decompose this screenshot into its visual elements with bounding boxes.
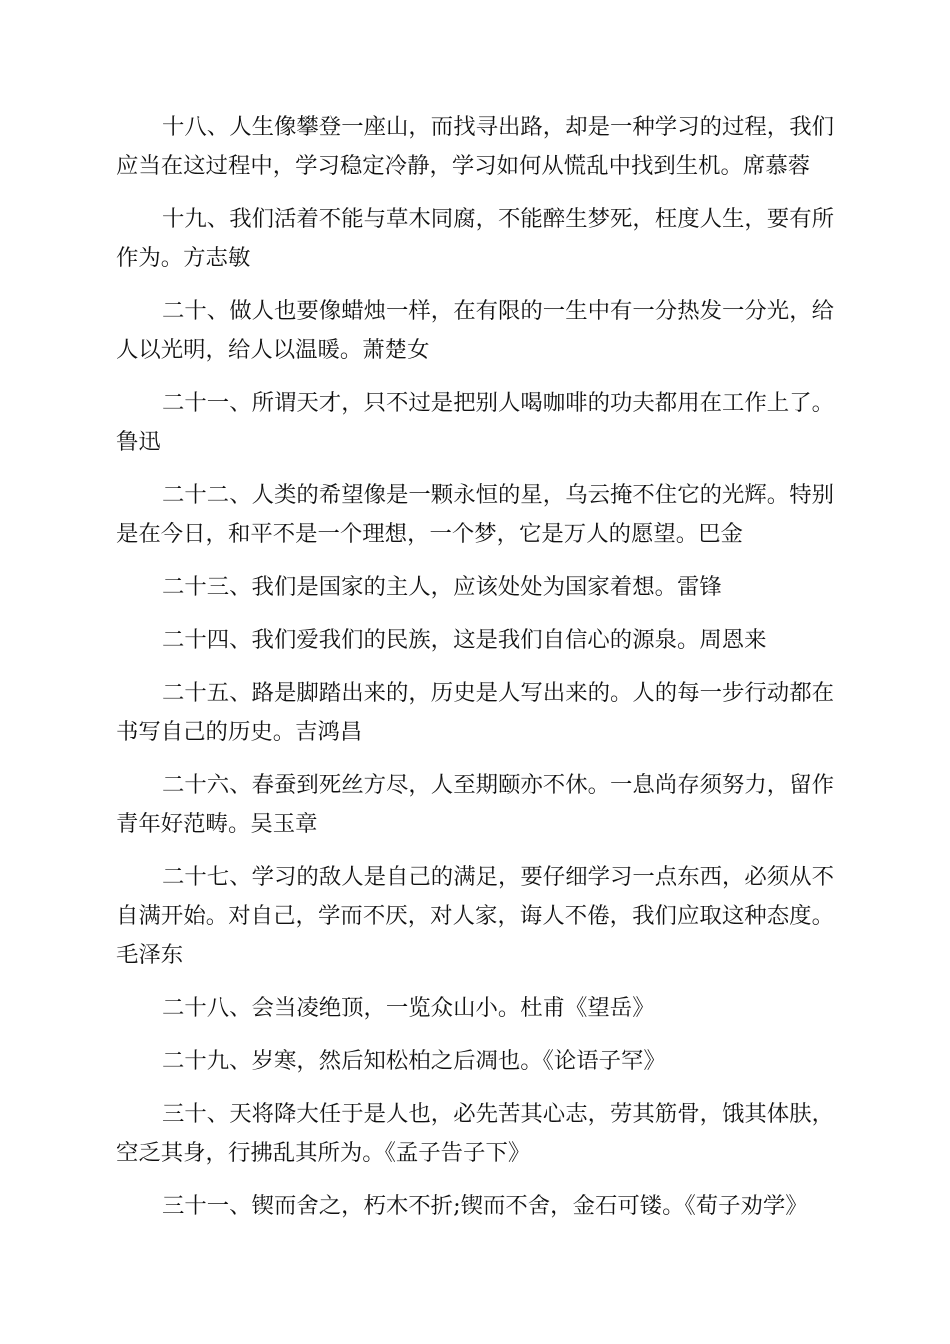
quote-paragraph-18: 十八、人生像攀登一座山，而找寻出路，却是一种学习的过程，我们应当在这过程中，学习稳定冷静，学习如何从慌乱中找到生机。席慕蓉	[116, 114, 834, 179]
quote-paragraph-25: 二十五、路是脚踏出来的，历史是人写出来的。人的每一步行动都在书写自己的历史。吉鸿昌	[116, 680, 834, 745]
quote-paragraph-31: 三十一、锲而舍之，朽木不折;锲而不舍，金石可镂。《荀子劝学》	[162, 1193, 808, 1219]
document-page	[116, 108, 834, 1240]
quote-paragraph-24: 二十四、我们爱我们的民族，这是我们自信心的源泉。周恩来	[162, 627, 767, 653]
quote-paragraph-28: 二十八、会当凌绝顶，一览众山小。杜甫《望岳》	[162, 995, 655, 1021]
quote-paragraph-23: 二十三、我们是国家的主人，应该处处为国家着想。雷锋	[162, 574, 722, 600]
quote-paragraph-29: 二十九、岁寒，然后知松柏之后凋也。《论语子罕》	[162, 1048, 666, 1074]
quote-paragraph-27: 二十七、学习的敌人是自己的满足，要仔细学习一点东西，必须从不自满开始。对自己，学而不厌，对人家，诲人不倦，我们应取这种态度。毛泽东	[116, 864, 834, 968]
quote-paragraph-30: 三十、天将降大任于是人也，必先苦其心志，劳其筋骨，饿其体肤，空乏其身，行拂乱其所为。《孟子告子下》	[116, 1101, 834, 1166]
quote-paragraph-26: 二十六、春蚕到死丝方尽，人至期颐亦不休。一息尚存须努力，留作青年好范畴。吴玉章	[116, 772, 834, 837]
quote-paragraph-19: 十九、我们活着不能与草木同腐，不能醉生梦死，枉度人生，要有所作为。方志敏	[116, 206, 834, 271]
quote-paragraph-22: 二十二、人类的希望像是一颗永恒的星，乌云掩不住它的光辉。特别是在今日，和平不是一个理想，一个梦，它是万人的愿望。巴金	[116, 482, 834, 547]
quote-paragraph-21: 二十一、所谓天才，只不过是把别人喝咖啡的功夫都用在工作上了。鲁迅	[116, 390, 834, 455]
quote-paragraph-20: 二十、做人也要像蜡烛一样，在有限的一生中有一分热发一分光，给人以光明，给人以温暖。萧楚女	[116, 298, 834, 363]
